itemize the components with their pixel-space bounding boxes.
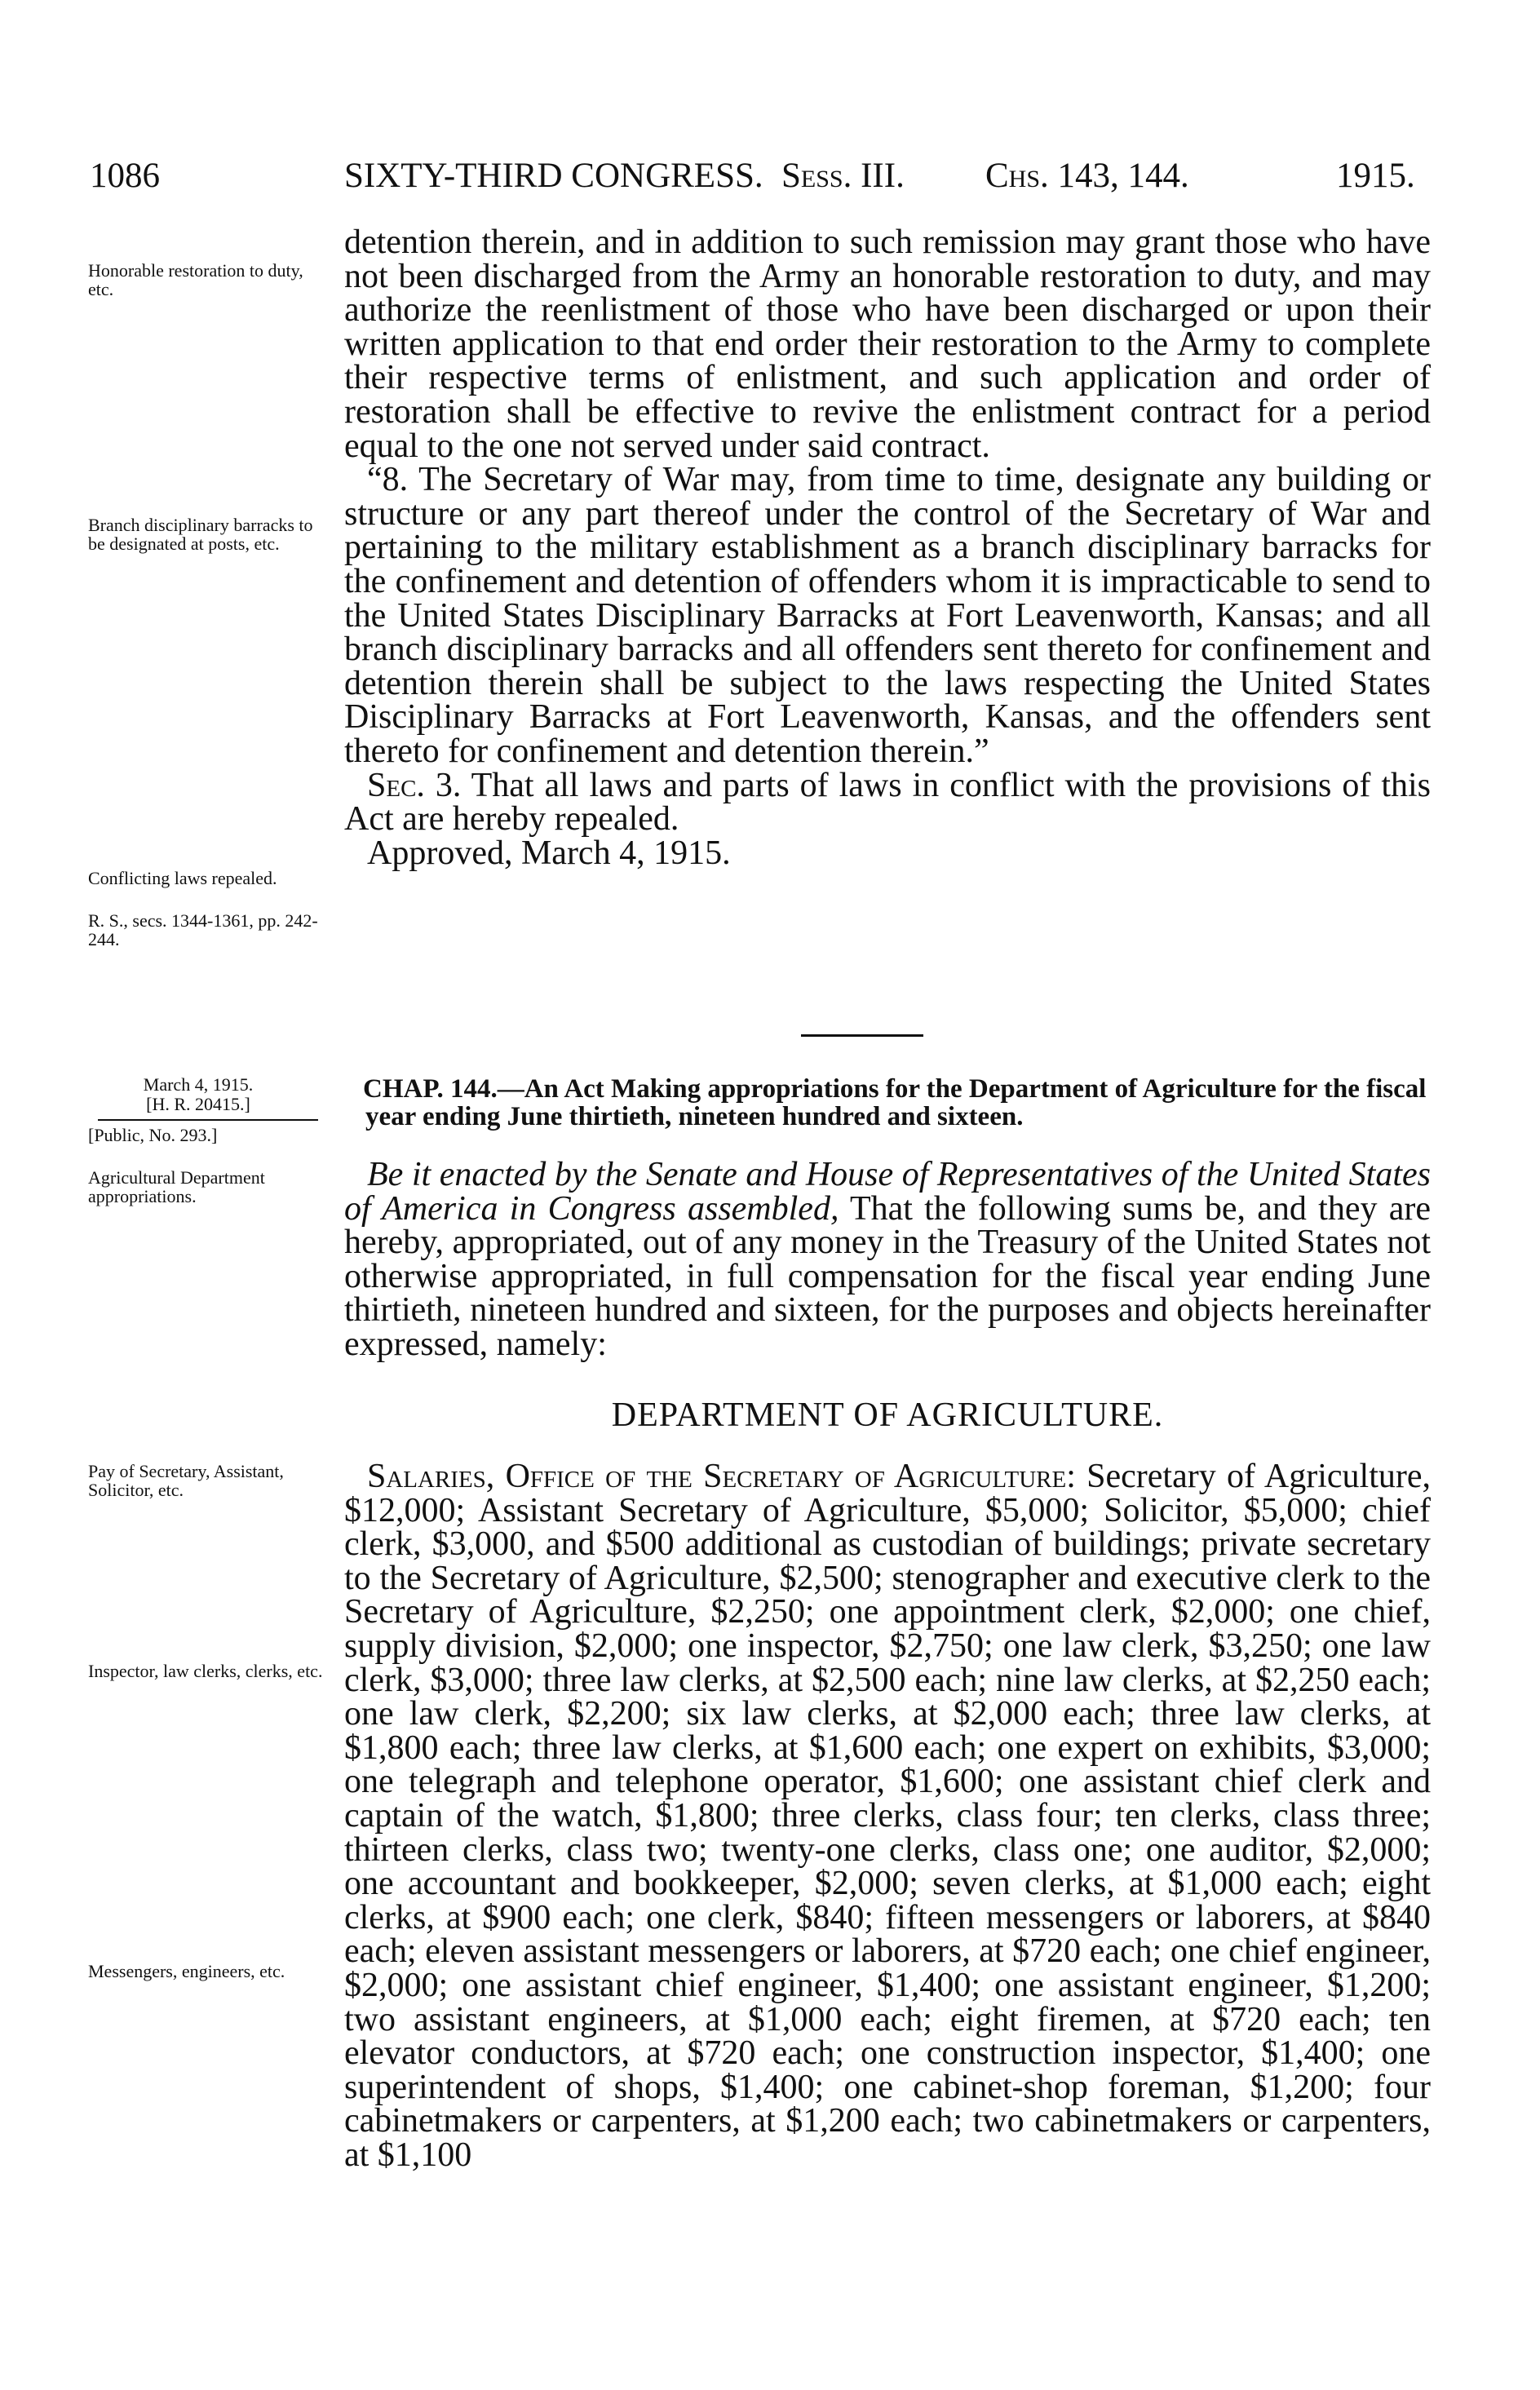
margin-appropriations: Agricultural Department appropriations. xyxy=(88,1167,265,1206)
margin-date: March 4, 1915. xyxy=(143,1074,254,1095)
enacting-text: That the following sums be, and they are hereby, appropriated, out of any money in the Treasury of the United States not otherwise appropriated, in full compensation for the fiscal year ending June thirtieth, nineteen hundred and sixteen, for the purposes and objects hereinafter expressed, namely: xyxy=(344,1189,1431,1363)
chapter-label: CHAP. 144. xyxy=(363,1074,498,1104)
department-heading: DEPARTMENT OF AGRICULTURE. xyxy=(611,1396,1164,1434)
enacting-paragraph xyxy=(344,1158,1431,1362)
running-header xyxy=(0,153,1540,202)
paragraph-branch-barracks: “8. The Secretary of War may, from time to time, designate any building or structure or any part thereof under the control of the Secretary of War and pertaining to the military establishment as a branch disciplinary barracks for the confinement and detention of offenders whom it is impracticable to send to the United States Disciplinary Barracks at Fort Leavenworth, Kansas; and all branch disciplinary barracks and all offenders sent thereto for confinement and detention therein shall be subject to the laws respecting the United States Disciplinary Barracks at Fort Leavenworth, Kansas, and the offenders sent thereto for confinement and detention therein.” xyxy=(344,461,1431,770)
margin-rule xyxy=(98,1119,318,1121)
chapter-divider xyxy=(801,1034,923,1037)
salaries-section xyxy=(344,1460,1431,2172)
margin-note-branch-barracks: Branch disciplinary barracks to be designated at posts, etc. xyxy=(88,515,313,554)
enacting-italic: Be it enacted by the Senate and House of Representatives of the United States of America in Congress assembled, xyxy=(344,1156,1431,1228)
page-number: 1086 xyxy=(90,157,160,195)
section-3-label: Sec. 3. xyxy=(367,766,462,804)
margin-note-pay: Pay of Secretary, Assistant, Solicitor, etc. xyxy=(88,1461,284,1500)
paragraph-restoration: detention therein, and in addition to such remission may grant those who have not been discharged from the Army an honorable restoration to duty, and may authorize the reenlistment of those who have been discharged or upon their written application to that end order their restoration to the Army to complete their respective terms of enlistment, and such application and order of restoration shall be effective to revive the enlistment contract for a period equal to the one not served under said contract. xyxy=(344,224,1431,465)
margin-note-revised-statutes: R. S., secs. 1344-1361, pp. 242-244. xyxy=(88,910,318,949)
margin-public-number: [Public, No. 293.] xyxy=(88,1125,218,1145)
paragraph-section-3 xyxy=(344,766,1431,839)
chapter-title-text: —An Act Making appropriations for the Department of Agriculture for the fiscal year ending June thirtieth, nineteen hundred and sixteen. xyxy=(365,1074,1427,1131)
salaries-text: Secretary of Agriculture, $12,000; Assistant Secretary of Agriculture, $5,000; Solicitor, $5,000; chief clerk, $3,000, and $500 additional as custodian of buildings; private secretary to the Secretary of Agriculture, $2,500; stenographer and executive clerk to the Secretary of Agriculture, $2,250; one appointment clerk, $2,000; one chief, supply division, $2,000; one inspector, $2,750; one law clerk, $3,250; one law clerk, $3,000; three law clerks, at $2,500 each; nine law clerks, at $2,250 each; one law clerk, $2,200; six law clerks, at $2,000 each; three law clerks, at $1,800 each; three law clerks, at $1,600 each; one expert on exhibits, $3,000; one telegraph and telephone operator, $1,600; one assistant chief clerk and captain of the watch, $1,800; three clerks, class four; ten clerks, class three; thirteen clerks, class two; twenty-one clerks, class one; one auditor, $2,000; one accountant and bookkeeper, $2,000; seven clerks, at $1,000 each; eight clerks, at $900 each; one clerk, $840; fifteen messengers or laborers, at $840 each; eleven assistant messengers or laborers, at $720 each; one chief engineer, $2,000; one assistant chief engineer, $1,400; one assistant engineer, $1,200; two assistant engineers, at $1,000 each; eight firemen, at $720 each; ten elevator conductors, at $720 each; one construction inspector, $1,400; one superintendent of shops, $1,400; one cabinet-shop foreman, $1,200; four cabinetmakers or carpenters, at $1,200 each; two cabinetmakers or carpenters, at $1,100 xyxy=(344,1458,1431,2174)
salaries-heading: Salaries, Office of the Secretary of Agriculture: xyxy=(367,1458,1076,1495)
margin-note-restoration: Honorable restoration to duty, etc. xyxy=(88,260,303,299)
enacting-clause xyxy=(344,1158,1431,1362)
chapters-label: Chs. 143, 144. xyxy=(985,157,1189,195)
margin-note-conflicting-laws: Conflicting laws repealed. xyxy=(88,868,277,888)
margin-note-messengers: Messengers, engineers, etc. xyxy=(88,1961,285,1981)
approved-line: Approved, March 4, 1915. xyxy=(367,834,731,872)
margin-bill-number: [H. R. 20415.] xyxy=(146,1094,250,1114)
section-continuation xyxy=(344,226,1431,870)
salaries-paragraph xyxy=(344,1460,1431,2172)
chapter-title xyxy=(365,1075,1431,1131)
section-3-text: That all laws and parts of laws in conflict with the provisions of this Act are hereby repealed. xyxy=(344,766,1431,839)
margin-note-inspector: Inspector, law clerks, clerks, etc. xyxy=(88,1661,323,1681)
congress-title: SIXTY-THIRD CONGRESS. xyxy=(344,157,763,195)
session-label: Sess. III. xyxy=(781,157,905,195)
year-label: 1915. xyxy=(1336,157,1415,195)
